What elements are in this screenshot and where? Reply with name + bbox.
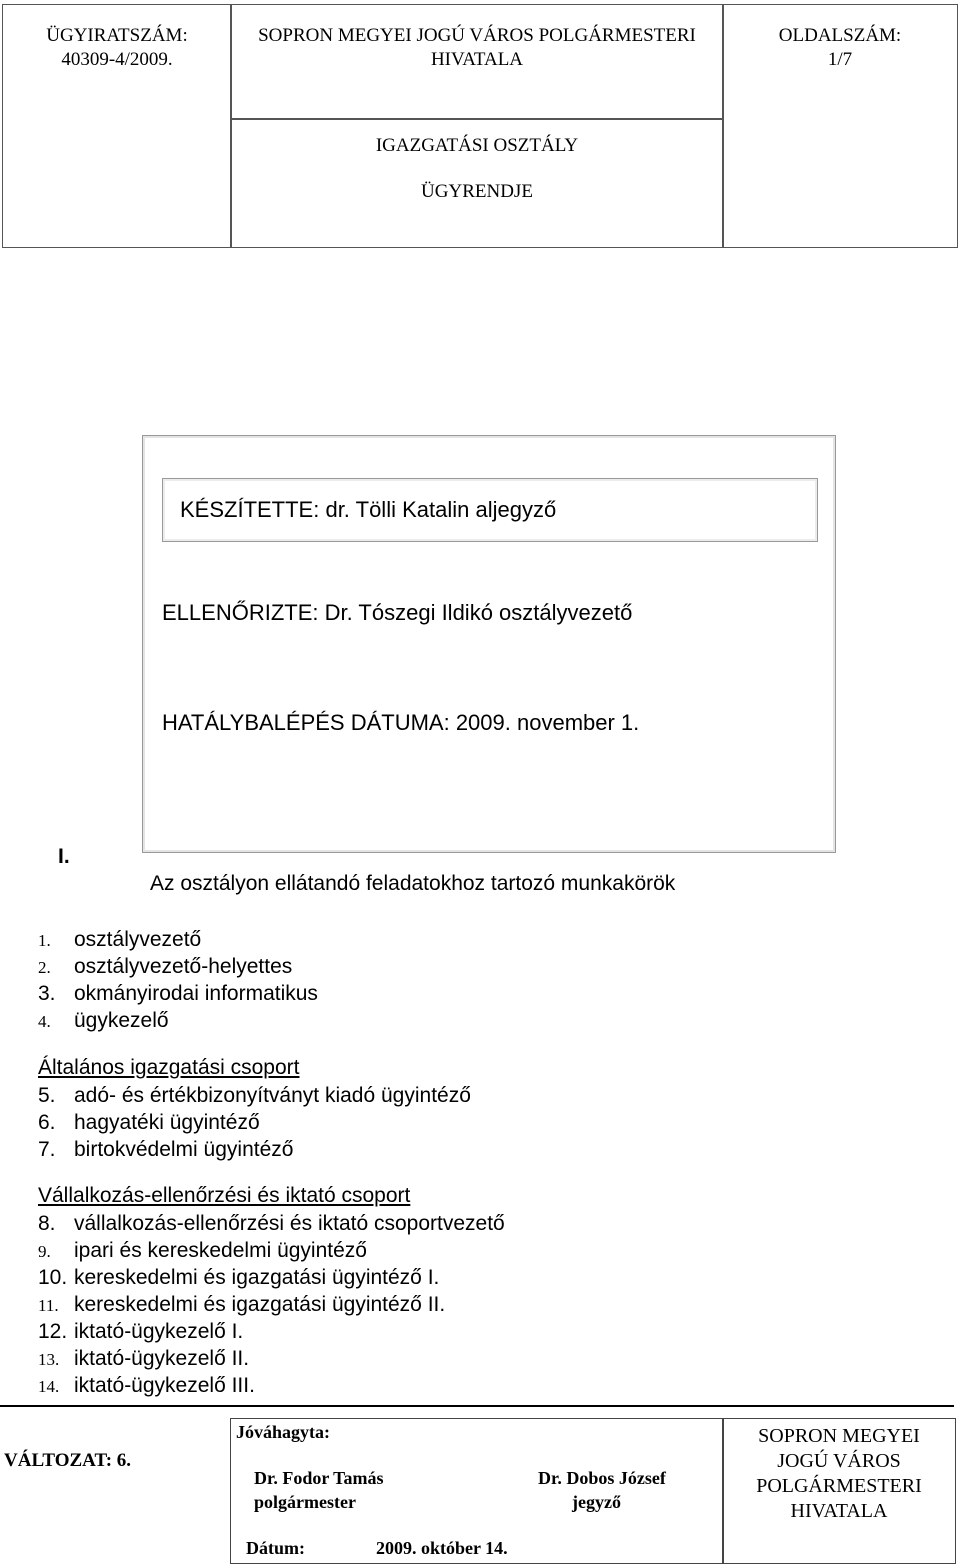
group-title-inspection: Vállalkozás-ellenőrzési és iktató csoport [38,1184,411,1207]
footer-office-line2: JOGÚ VÁROS [777,1450,901,1472]
group-general-list [38,1082,471,1163]
office-name-line2: HIVATALA [430,49,524,70]
list-item: 5. adó- és értékbizonyítványt kiadó ügyintéző [38,1084,471,1107]
footer-office-name [722,1424,956,1524]
group-title-general: Általános igazgatási csoport [38,1056,300,1079]
footer-rule [0,1405,954,1407]
positions-list [38,926,318,1034]
date-label: Dátum: [246,1538,305,1558]
footer-office-line3: POLGÁRMESTERI [756,1475,922,1497]
list-item: 2. osztályvezető-helyettes [38,955,293,978]
case-number-label: ÜGYIRATSZÁM: [46,25,188,46]
page-label: OLDALSZÁM: [778,25,902,46]
signer1-role: polgármester [254,1492,356,1512]
list-item: 12. iktató-ügykezelő I. [38,1320,244,1343]
list-item: 10. kereskedelmi és igazgatási ügyintéző I. [38,1266,440,1289]
footer-office-line4: HIVATALA [790,1500,888,1522]
section-numeral: I. [58,845,70,868]
list-item: 3. okmányirodai informatikus [38,982,318,1005]
section-title: Az osztályon ellátandó feladatokhoz tartozó munkakörök [150,872,676,895]
group-inspection-list [38,1210,505,1399]
checked-by: ELLENŐRIZTE: Dr. Tószegi Ildikó osztályvezető [162,600,633,625]
department-name: IGAZGATÁSI OSZTÁLY [375,135,579,156]
signer1-name: Dr. Fodor Tamás [254,1468,384,1488]
prepared-by: KÉSZÍTETTE: dr. Tölli Katalin aljegyző [180,497,557,522]
list-item: 4. ügykezelő [38,1009,169,1032]
list-item: 7. birtokvédelmi ügyintéző [38,1138,294,1161]
footer-office-line1: SOPRON MEGYEI [758,1425,920,1447]
list-item: 8. vállalkozás-ellenőrzési és iktató csoportvezető [38,1212,505,1235]
page-number: 1/7 [827,49,853,70]
list-item: 14. iktató-ügykezelő III. [38,1374,255,1397]
version-label: VÁLTOZAT: 6. [4,1450,132,1471]
list-item: 6. hagyatéki ügyintéző [38,1111,260,1134]
list-item: 13. iktató-ügykezelő II. [38,1347,250,1370]
list-item: 11. kereskedelmi és igazgatási ügyintéző II. [38,1293,446,1316]
list-item: 9. ipari és kereskedelmi ügyintéző [38,1239,367,1262]
list-item: 1. osztályvezető [38,928,202,951]
date-value: 2009. október 14. [376,1538,508,1558]
effective-date: HATÁLYBALÉPÉS DÁTUMA: 2009. november 1. [162,710,640,735]
signer2-name: Dr. Dobos József [538,1468,666,1488]
office-name-line1: SOPRON MEGYEI JOGÚ VÁROS POLGÁRMESTERI [258,25,696,46]
document-title: ÜGYRENDJE [421,181,533,202]
signer2-role: jegyző [572,1492,621,1512]
approved-label: Jóváhagyta: [236,1422,330,1442]
case-number: 40309-4/2009. [61,49,173,70]
